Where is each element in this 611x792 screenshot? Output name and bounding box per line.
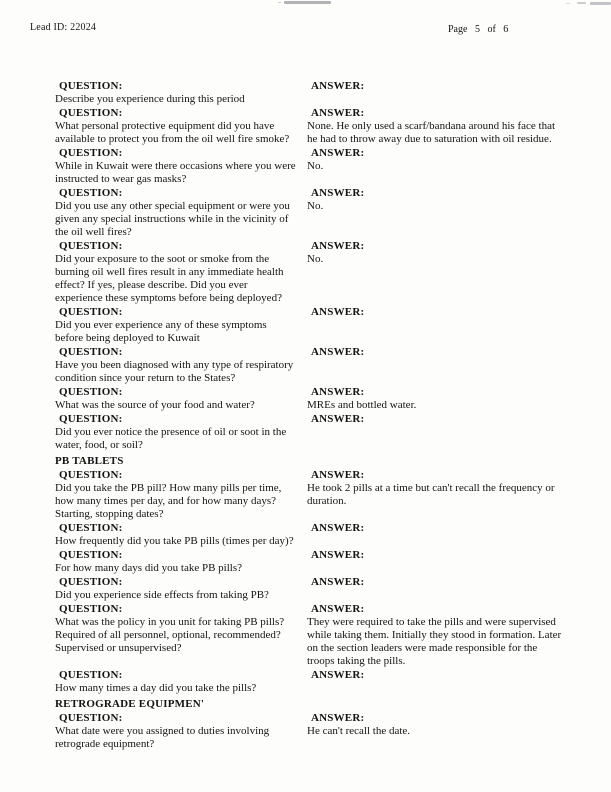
answer-cell bbox=[307, 147, 563, 186]
question-cell bbox=[55, 603, 307, 668]
question-cell bbox=[55, 549, 307, 575]
answer-cell bbox=[307, 240, 563, 305]
answer-label: ANSWER: bbox=[311, 712, 365, 724]
question-cell bbox=[55, 306, 307, 345]
question-label: QUESTION: bbox=[59, 669, 123, 681]
answer-text: MREs and bottled water. bbox=[307, 399, 417, 411]
qa-row bbox=[55, 469, 563, 521]
answer-cell bbox=[307, 386, 563, 412]
question-cell bbox=[55, 669, 307, 695]
answer-label: ANSWER: bbox=[311, 187, 365, 199]
answer-cell bbox=[307, 669, 563, 695]
answer-text: No. bbox=[307, 253, 324, 265]
question-label: QUESTION: bbox=[59, 306, 123, 318]
answer-cell bbox=[307, 603, 563, 668]
question-cell bbox=[55, 712, 307, 751]
answer-text: No. bbox=[307, 200, 324, 212]
question-cell bbox=[55, 469, 307, 521]
question-text: Did you ever notice the presence of oil or soot in the water, food, or soil? bbox=[55, 426, 287, 451]
question-text: What personal protective equipment did you have available to protect you from the oil well fire smoke? bbox=[55, 120, 290, 145]
answer-label: ANSWER: bbox=[311, 80, 365, 92]
question-cell bbox=[55, 522, 307, 548]
question-label: QUESTION: bbox=[59, 712, 123, 724]
question-label: QUESTION: bbox=[59, 147, 123, 159]
answer-label: ANSWER: bbox=[311, 240, 365, 252]
section-heading: RETROGRADE EQUIPMEN' bbox=[55, 698, 205, 710]
question-label: QUESTION: bbox=[59, 386, 123, 398]
answer-label: ANSWER: bbox=[311, 576, 365, 588]
answer-cell bbox=[307, 80, 563, 106]
answer-label: ANSWER: bbox=[311, 549, 365, 561]
lead-id: Lead ID: 22024 bbox=[30, 22, 97, 33]
question-text: Describe you experience during this period bbox=[55, 93, 245, 105]
answer-cell bbox=[307, 107, 563, 146]
question-label: QUESTION: bbox=[59, 107, 123, 119]
answer-cell bbox=[307, 549, 563, 575]
question-cell bbox=[55, 240, 307, 305]
question-label: QUESTION: bbox=[59, 549, 123, 561]
question-cell bbox=[55, 346, 307, 385]
qa-row bbox=[55, 576, 563, 602]
question-cell bbox=[55, 147, 307, 186]
answer-cell bbox=[307, 187, 563, 239]
question-label: QUESTION: bbox=[59, 603, 123, 615]
question-label: QUESTION: bbox=[59, 413, 123, 425]
answer-label: ANSWER: bbox=[311, 306, 365, 318]
scan-artifact-top-right bbox=[566, 3, 570, 4]
question-label: QUESTION: bbox=[59, 469, 123, 481]
qa-row bbox=[55, 107, 563, 146]
answer-label: ANSWER: bbox=[311, 147, 365, 159]
scan-artifact-top-center bbox=[284, 1, 331, 4]
scan-artifact-top-right bbox=[590, 2, 611, 5]
question-label: QUESTION: bbox=[59, 240, 123, 252]
question-text: Did you experience side effects from taking PB? bbox=[55, 589, 269, 601]
answer-cell bbox=[307, 576, 563, 602]
qa-row bbox=[55, 147, 563, 186]
answer-cell bbox=[307, 413, 563, 452]
question-cell bbox=[55, 576, 307, 602]
answer-cell bbox=[307, 469, 563, 521]
qa-row bbox=[55, 413, 563, 452]
question-cell bbox=[55, 413, 307, 452]
question-cell bbox=[55, 107, 307, 146]
qa-row bbox=[55, 346, 563, 385]
answer-label: ANSWER: bbox=[311, 603, 365, 615]
qa-row bbox=[55, 187, 563, 239]
question-text: For how many days did you take PB pills? bbox=[55, 562, 242, 574]
qa-row bbox=[55, 712, 563, 751]
answer-text: He can't recall the date. bbox=[307, 725, 411, 737]
question-label: QUESTION: bbox=[59, 576, 123, 588]
answer-label: ANSWER: bbox=[311, 413, 365, 425]
qa-row bbox=[55, 80, 563, 106]
qa-row bbox=[55, 240, 563, 305]
answer-label: ANSWER: bbox=[311, 669, 365, 681]
scan-artifact-top-right bbox=[577, 2, 586, 4]
page-number: Page 5 of 6 bbox=[448, 24, 509, 35]
answer-label: ANSWER: bbox=[311, 522, 365, 534]
question-text: How many times a day did you take the pills? bbox=[55, 682, 257, 694]
answer-cell bbox=[307, 306, 563, 345]
answer-cell bbox=[307, 522, 563, 548]
question-text: While in Kuwait were there occasions where you were instructed to wear gas masks? bbox=[55, 160, 296, 185]
question-text: Did you ever experience any of these symptoms before being deployed to Kuwait bbox=[55, 319, 267, 344]
question-cell bbox=[55, 187, 307, 239]
question-label: QUESTION: bbox=[59, 522, 123, 534]
qa-row bbox=[55, 386, 563, 412]
question-text: What date were you assigned to duties involving retrograde equipment? bbox=[55, 725, 270, 750]
qa-row bbox=[55, 669, 563, 695]
answer-text: He took 2 pills at a time but can't recall the frequency or duration. bbox=[307, 482, 555, 507]
answer-text: None. He only used a scarf/bandana around his face that he had to throw away due to saturation with oil residue. bbox=[307, 120, 556, 145]
qa-row bbox=[55, 522, 563, 548]
answer-cell bbox=[307, 712, 563, 751]
question-cell bbox=[55, 386, 307, 412]
question-text: Did your exposure to the soot or smoke from the burning oil well fires result in any immediate health effect? If yes, please describe. Did you ever experience these symptoms before being deployed? bbox=[55, 253, 284, 304]
answer-label: ANSWER: bbox=[311, 469, 365, 481]
answer-text: They were required to take the pills and were supervised while taking them. Initially they stood in formation. Later on the section leaders were made responsible for the troops taking the pills. bbox=[307, 616, 562, 667]
qa-content bbox=[55, 80, 563, 752]
question-cell bbox=[55, 80, 307, 106]
answer-text: No. bbox=[307, 160, 324, 172]
answer-cell bbox=[307, 346, 563, 385]
question-text: Did you take the PB pill? How many pills per time, how many times per day, and for how many days? Starting, stopping dates? bbox=[55, 482, 282, 520]
question-label: QUESTION: bbox=[59, 346, 123, 358]
question-text: What was the policy in you unit for taking PB pills? Required of all personnel, optional, recommended? Supervised or unsupervised? bbox=[55, 616, 285, 654]
question-label: QUESTION: bbox=[59, 80, 123, 92]
section-heading: PB TABLETS bbox=[55, 455, 124, 467]
qa-row bbox=[55, 549, 563, 575]
question-text: Have you been diagnosed with any type of respiratory condition since your return to the States? bbox=[55, 359, 294, 384]
answer-label: ANSWER: bbox=[311, 107, 365, 119]
question-text: Did you use any other special equipment or were you given any special instructions while in the vicinity of the oil well fires? bbox=[55, 200, 290, 238]
qa-row bbox=[55, 603, 563, 668]
question-label: QUESTION: bbox=[59, 187, 123, 199]
qa-row bbox=[55, 306, 563, 345]
question-text: What was the source of your food and water? bbox=[55, 399, 255, 411]
question-text: How frequently did you take PB pills (times per day)? bbox=[55, 535, 294, 547]
answer-label: ANSWER: bbox=[311, 346, 365, 358]
answer-label: ANSWER: bbox=[311, 386, 365, 398]
